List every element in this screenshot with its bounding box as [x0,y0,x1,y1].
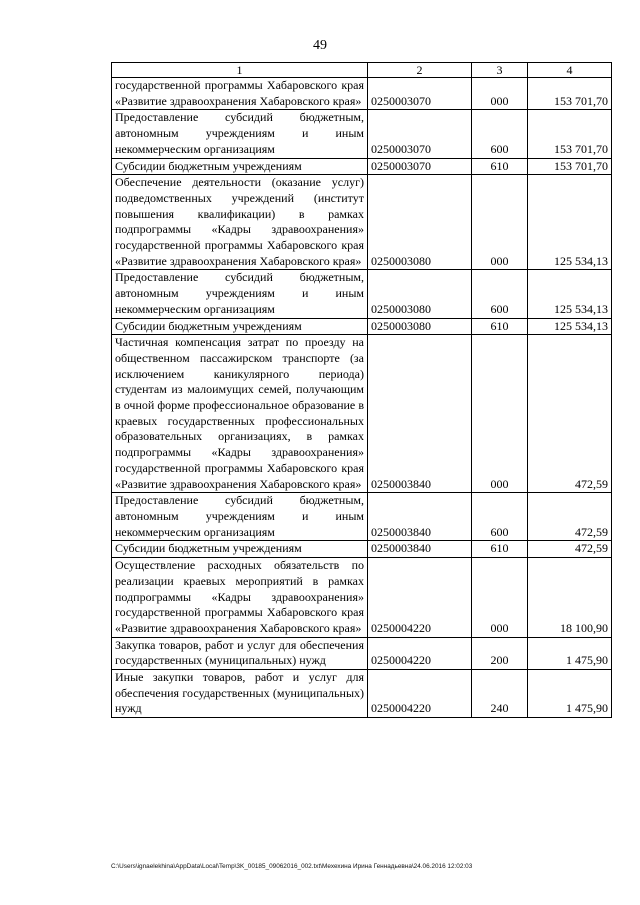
row-name: Предоставление субсидий бюджетным, автономным учреждениям и иным некоммерческим организациям [112,110,368,158]
row-amount: 153 701,70 [528,110,612,158]
row-amount: 125 534,13 [528,270,612,318]
row-expense-type: 600 [472,270,528,318]
row-amount: 153 701,70 [528,78,612,110]
row-name: Субсидии бюджетным учреждениям [112,158,368,175]
budget-table [111,62,612,718]
row-target-code: 0250003070 [368,78,472,110]
row-expense-type: 610 [472,318,528,335]
table-row [112,558,612,638]
row-expense-type: 600 [472,493,528,541]
row-expense-type: 610 [472,158,528,175]
table-row [112,493,612,541]
column-header-3: 3 [472,63,528,78]
table-row [112,335,612,493]
row-expense-type: 000 [472,175,528,270]
page-number: 49 [313,38,327,53]
row-name: Предоставление субсидий бюджетным, автономным учреждениям и иным некоммерческим организациям [112,270,368,318]
table-row [112,158,612,175]
row-expense-type: 000 [472,78,528,110]
row-expense-type: 610 [472,541,528,558]
row-name: Предоставление субсидий бюджетным, автономным учреждениям и иным некоммерческим организациям [112,493,368,541]
row-expense-type: 000 [472,335,528,493]
row-expense-type: 240 [472,670,528,718]
row-target-code: 0250003840 [368,335,472,493]
row-target-code: 0250003080 [368,270,472,318]
row-name: Иные закупки товаров, работ и услуг для обеспечения государственных (муниципальных) нужд [112,670,368,718]
table-row [112,78,612,110]
row-amount: 153 701,70 [528,158,612,175]
table-row [112,270,612,318]
table-row [112,110,612,158]
table-row [112,637,612,669]
row-name: Частичная компенсация затрат по проезду на общественном пассажирском транспорте (за исключением каникулярного периода) студентам из малоимущих семей, получающим в очной форме профессиональное образование в краевых государственных профессиональных образовательных организациях, в рамках подпрограммы «Кадры здравоохранения» государственной программы Хабаровского края «Развитие здравоохранения Хабаровского края» [112,335,368,493]
row-amount: 125 534,13 [528,318,612,335]
row-target-code: 0250004220 [368,670,472,718]
row-target-code: 0250003840 [368,541,472,558]
column-header-4: 4 [528,63,612,78]
row-amount: 1 475,90 [528,637,612,669]
row-target-code: 0250004220 [368,637,472,669]
column-header-2: 2 [368,63,472,78]
row-target-code: 0250003080 [368,175,472,270]
table-row [112,670,612,718]
row-expense-type: 200 [472,637,528,669]
table-row [112,175,612,270]
column-header-1: 1 [112,63,368,78]
row-name: Субсидии бюджетным учреждениям [112,541,368,558]
row-expense-type: 600 [472,110,528,158]
row-name: Закупка товаров, работ и услуг для обеспечения государственных (муниципальных) нужд [112,637,368,669]
row-amount: 472,59 [528,335,612,493]
row-amount: 18 100,90 [528,558,612,638]
row-target-code: 0250004220 [368,558,472,638]
row-target-code: 0250003070 [368,110,472,158]
row-target-code: 0250003840 [368,493,472,541]
file-path-footer: C:\Users\ignaelekhina\AppData\Local\Temp\3K_00185_09062016_002.txt\Мехехина Ирина Геннадьевна\24.06.2016 12:02:03 [111,863,473,870]
row-target-code: 0250003070 [368,158,472,175]
row-name: Обеспечение деятельности (оказание услуг) подведомственных учреждений (институт повышения квалификации) в рамках подпрограммы «Кадры здравоохранения» государственной программы Хабаровского края «Развитие здравоохранения Хабаровского края» [112,175,368,270]
row-name: Субсидии бюджетным учреждениям [112,318,368,335]
table-row [112,541,612,558]
row-expense-type: 000 [472,558,528,638]
row-target-code: 0250003080 [368,318,472,335]
row-amount: 472,59 [528,541,612,558]
row-name: Осуществление расходных обязательств по реализации краевых мероприятий в рамках подпрограммы «Кадры здравоохранения» государственной программы Хабаровского края «Развитие здравоохранения Хабаровского края» [112,558,368,638]
table-row [112,318,612,335]
row-name: государственной программы Хабаровского края «Развитие здравоохранения Хабаровского края» [112,78,368,110]
row-amount: 1 475,90 [528,670,612,718]
row-amount: 472,59 [528,493,612,541]
row-amount: 125 534,13 [528,175,612,270]
table-header-row [112,63,612,78]
